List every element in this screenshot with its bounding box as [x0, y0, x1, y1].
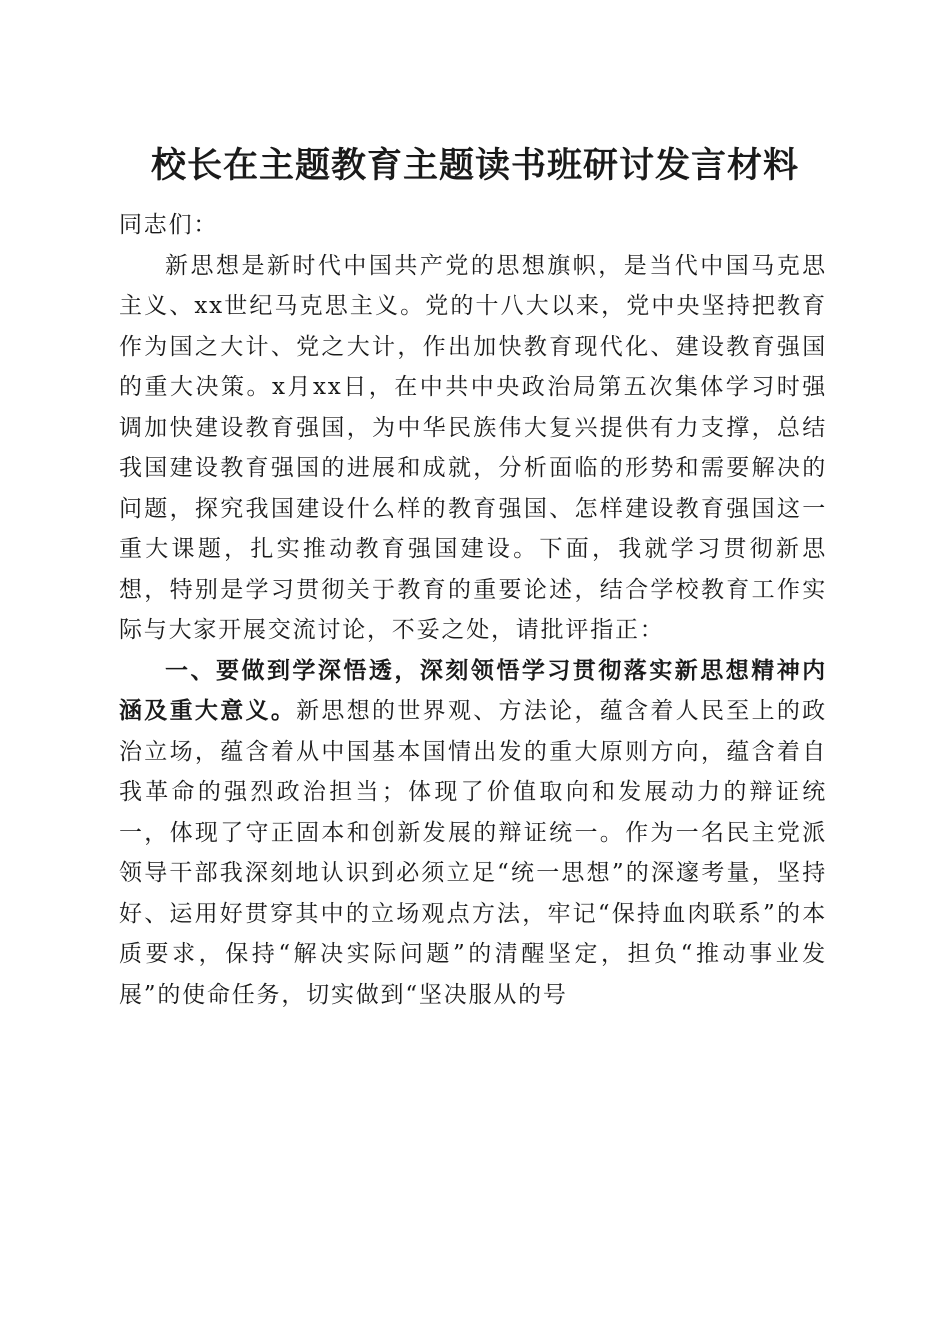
paragraph-intro: 新思想是新时代中国共产党的思想旗帜，是当代中国马克思主义、xx世纪马克思主义。党的十八大以来，党中央坚持把教育作为国之大计、党之大计，作出加快教育现代化、建设教育强国的重大决策。x月xx日，在中共中央政治局第五次集体学习时强调加快建设教育强国，为中华民族伟大复兴提供有力支撑，总结我国建设教育强国的进展和成就，分析面临的形势和需要解决的问题，探究我国建设什么样的教育强国、怎样建设教育强国这一重大课题，扎实推动教育强国建设。下面，我就学习贯彻新思想，特别是学习贯彻关于教育的重要论述，结合学校教育工作实际与大家开展交流讨论，不妥之处，请批评指正： — [119, 252, 827, 643]
section-1-heading: 一、要做到学深悟透，深刻领悟学习贯彻落实新思想精神内涵及重大意义。 — [119, 657, 827, 724]
document-body — [119, 205, 827, 1015]
paragraph-section-1 — [119, 651, 827, 1016]
document-title: 校长在主题教育主题读书班研讨发言材料 — [150, 145, 799, 186]
section-1-body: 新思想的世界观、方法论，蕴含着人民至上的政治立场，蕴含着从中国基本国情出发的重大原则方向，蕴含着自我革命的强烈政治担当；体现了价值取向和发展动力的辩证统一，体现了守正固本和创新发展的辩证统一。作为一名民主党派领导干部我深刻地认识到必须立足“统一思想”的深邃考量，坚持好、运用好贯穿其中的立场观点方法，牢记“保持血肉联系”的本质要求，保持“解决实际问题”的清醒坚定，担负“推动事业发展”的使命任务，切实做到“坚决服从的号 — [119, 698, 827, 1008]
salutation: 同志们： — [119, 212, 219, 238]
